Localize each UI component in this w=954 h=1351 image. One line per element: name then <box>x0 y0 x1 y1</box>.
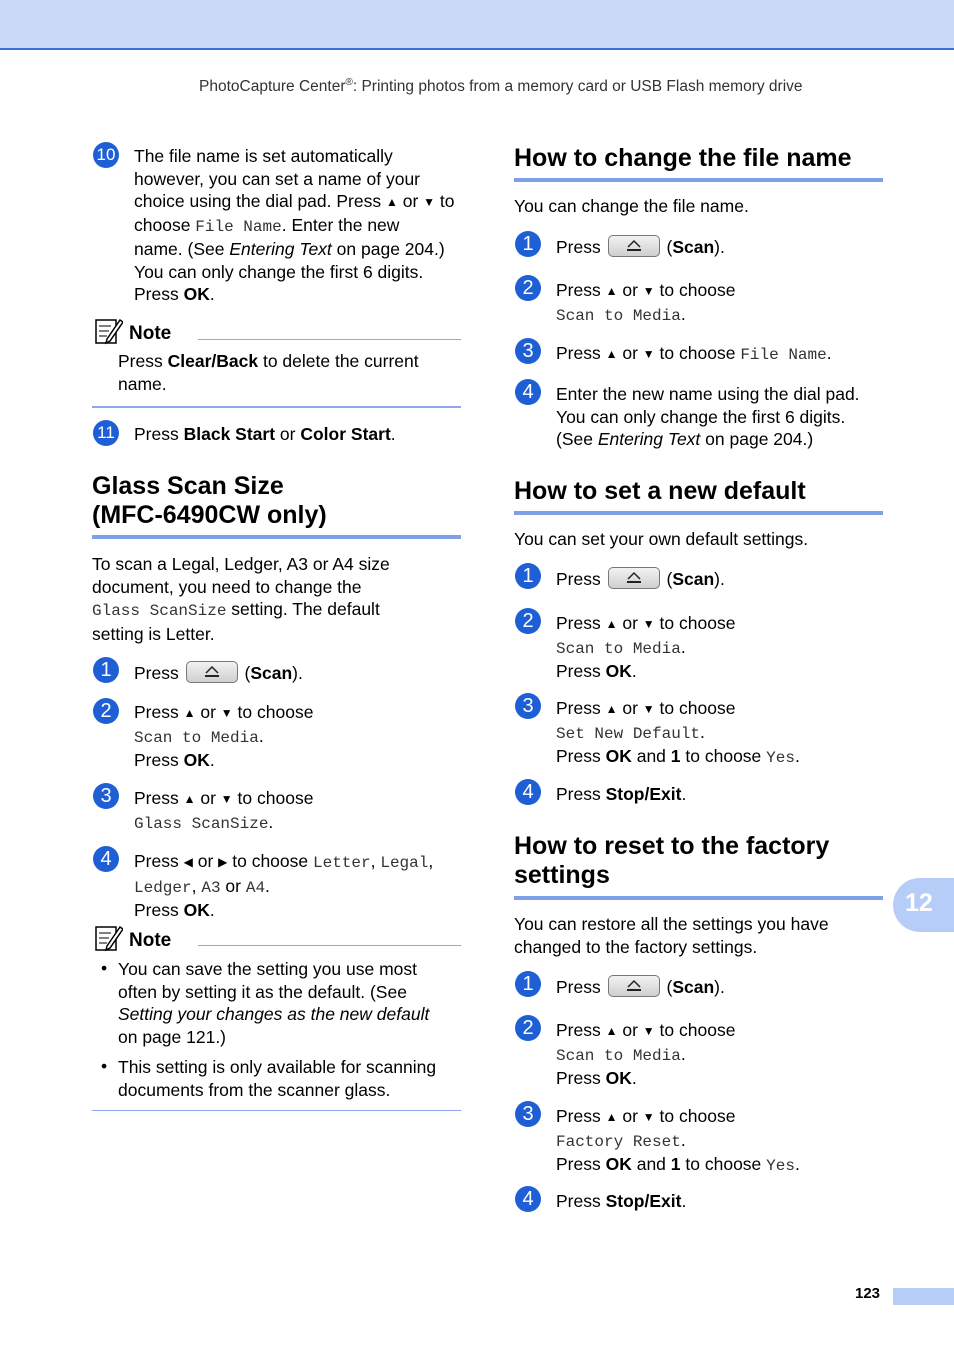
change-step-2: Press ▲ or ▼ to choose Scan to Media. <box>556 280 736 325</box>
page-number: 123 <box>855 1285 881 1302</box>
step-number-3: 3 <box>515 338 541 364</box>
reset-step-4: Press Stop/Exit. <box>556 1191 687 1211</box>
scan-key-icon <box>608 567 660 589</box>
down-arrow-icon: ▼ <box>642 702 655 716</box>
step-number-10: 10 <box>93 142 119 168</box>
step-10-text: The file name is set automatically however, you can set a name of your choice using the dial pad. Press ▲ or ▼ to choose File Name. Enter the new name. (See Entering Text on page 204.) You can only change the first 6 digits. Press OK. <box>134 146 455 304</box>
note-bottom-rule <box>92 406 461 408</box>
up-arrow-icon: ▲ <box>605 1024 618 1038</box>
reset-intro: You can restore all the settings you have changed to the factory settings. <box>514 914 829 957</box>
step-number-2: 2 <box>515 275 541 301</box>
down-arrow-icon: ▼ <box>642 347 655 361</box>
step-number-4: 4 <box>515 1186 541 1212</box>
up-arrow-icon: ▲ <box>605 702 618 716</box>
bullet: • <box>101 1056 108 1076</box>
step-number-4: 4 <box>93 846 119 872</box>
change-step-4: Enter the new name using the dial pad. You can only change the first 6 digits. (See Entering Text on page 204.) <box>556 384 860 449</box>
up-arrow-icon: ▲ <box>605 347 618 361</box>
note-bullet-1: You can save the setting you use most often by setting it as the default. (See Setting your changes as the new default on page 121.) <box>118 959 430 1047</box>
glass-intro: To scan a Legal, Ledger, A3 or A4 size document, you need to change the Glass ScanSize setting. The default setting is Letter. <box>92 554 390 644</box>
note-bullet-2: This setting is only available for scanning documents from the scanner glass. <box>118 1057 437 1100</box>
step-number-3: 3 <box>515 693 541 719</box>
note-title: Note <box>129 323 172 344</box>
up-arrow-icon: ▲ <box>605 1110 618 1124</box>
footer-bar <box>893 1288 954 1305</box>
down-arrow-icon: ▼ <box>220 706 233 720</box>
section-title-factory-reset: How to reset to the factory settings <box>514 832 830 889</box>
section-rule <box>514 511 883 515</box>
down-arrow-icon: ▼ <box>220 792 233 806</box>
step-number-3: 3 <box>515 1101 541 1127</box>
scan-key-icon <box>186 661 238 683</box>
step-number-1: 1 <box>515 563 541 589</box>
down-arrow-icon: ▼ <box>642 617 655 631</box>
running-head: PhotoCapture Center®: Printing photos from a memory card or USB Flash memory drive <box>199 77 803 96</box>
step-number-2: 2 <box>515 1015 541 1041</box>
up-arrow-icon: ▲ <box>605 284 618 298</box>
step-number-1: 1 <box>515 971 541 997</box>
note-rule <box>198 945 461 946</box>
left-arrow-icon: ◀ <box>183 855 193 869</box>
down-arrow-icon: ▼ <box>423 195 436 209</box>
section-title-new-default: How to set a new default <box>514 477 806 505</box>
step-number-11: 11 <box>93 420 119 446</box>
default-step-2: Press ▲ or ▼ to choose Scan to Media. Press OK. <box>556 613 736 681</box>
up-arrow-icon: ▲ <box>183 792 196 806</box>
reset-step-2: Press ▲ or ▼ to choose Scan to Media. Press OK. <box>556 1020 736 1088</box>
note-pencil-icon <box>95 924 123 952</box>
glass-step-4: Press ◀ or ▶ to choose Letter, Legal, Ledger, A3 or A4. Press OK. <box>134 851 434 920</box>
reset-step-1: Press (Scan). <box>556 977 725 997</box>
scan-key-icon <box>608 975 660 997</box>
glass-step-3: Press ▲ or ▼ to choose Glass ScanSize. <box>134 788 314 833</box>
down-arrow-icon: ▼ <box>642 284 655 298</box>
up-arrow-icon: ▲ <box>605 617 618 631</box>
default-intro: You can set your own default settings. <box>514 529 809 549</box>
up-arrow-icon: ▲ <box>183 706 196 720</box>
glass-step-1: Press (Scan). <box>134 663 303 683</box>
change-intro: You can change the file name. <box>514 196 749 216</box>
section-rule <box>514 896 883 900</box>
default-step-3: Press ▲ or ▼ to choose Set New Default. Press OK and 1 to choose Yes. <box>556 698 800 767</box>
note-rule <box>198 339 461 340</box>
section-title-change-file-name: How to change the file name <box>514 144 852 172</box>
change-step-3: Press ▲ or ▼ to choose File Name. <box>556 343 832 364</box>
step-number-4: 4 <box>515 379 541 405</box>
note-bottom-rule <box>92 1110 461 1111</box>
reset-step-3: Press ▲ or ▼ to choose Factory Reset. Press OK and 1 to choose Yes. <box>556 1106 800 1175</box>
section-rule <box>514 178 883 182</box>
default-step-1: Press (Scan). <box>556 569 725 589</box>
chapter-tab: 12 <box>893 878 954 932</box>
step-number-2: 2 <box>515 608 541 634</box>
down-arrow-icon: ▼ <box>642 1024 655 1038</box>
change-step-1: Press (Scan). <box>556 237 725 257</box>
note-text: Press Clear/Back to delete the current name. <box>118 351 419 394</box>
step-number-1: 1 <box>93 657 119 683</box>
glass-step-2: Press ▲ or ▼ to choose Scan to Media. Press OK. <box>134 702 314 770</box>
top-banner <box>0 0 954 50</box>
right-arrow-icon: ▶ <box>218 855 228 869</box>
step-number-4: 4 <box>515 779 541 805</box>
scan-key-icon <box>608 235 660 257</box>
note-title: Note <box>129 930 172 951</box>
step-11-text: Press Black Start or Color Start. <box>134 424 396 444</box>
default-step-4: Press Stop/Exit. <box>556 784 687 804</box>
bullet: • <box>101 958 108 978</box>
down-arrow-icon: ▼ <box>642 1110 655 1124</box>
up-arrow-icon: ▲ <box>385 195 398 209</box>
note-pencil-icon <box>95 317 123 345</box>
step-number-2: 2 <box>93 698 119 724</box>
section-rule <box>92 535 461 539</box>
step-number-3: 3 <box>93 783 119 809</box>
section-title-glass-scan-size: Glass Scan Size (MFC-6490CW only) <box>92 472 327 529</box>
step-number-1: 1 <box>515 231 541 257</box>
